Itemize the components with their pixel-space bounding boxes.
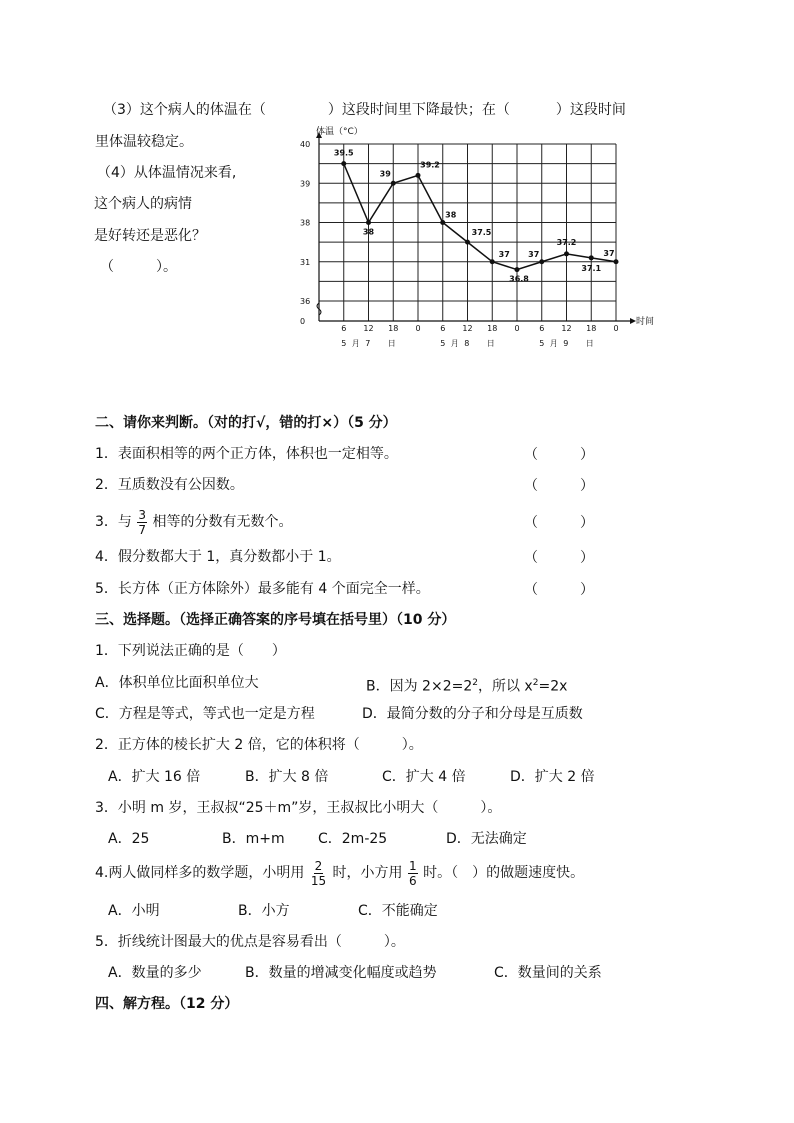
sec2-item2: 2．互质数没有公因数。 — [95, 477, 244, 493]
sec2-paren5[interactable]: （ ） — [524, 582, 594, 598]
y-tick-label: 40 — [300, 140, 311, 149]
day-label-part: 月 — [450, 339, 459, 348]
sec2-paren1[interactable]: （ ） — [524, 447, 594, 463]
day-label-part: 9 — [563, 339, 569, 348]
q3-text-b: ）这段时间里下降最快；在（ — [327, 102, 510, 118]
x-tick-label: 12 — [561, 324, 572, 333]
q4-line3: 是好转还是恶化？ — [94, 228, 206, 244]
sec3-q2-option-c: C．扩大 4 倍 — [382, 769, 466, 785]
y-tick-label: 39 — [300, 179, 311, 189]
data-point — [589, 255, 594, 260]
data-point — [440, 220, 445, 225]
y-tick-label: 0 — [300, 317, 306, 326]
chart-day-labels — [341, 339, 594, 348]
x-tick-label: 6 — [341, 324, 347, 333]
x-tick-label: 12 — [462, 324, 473, 333]
data-point — [564, 251, 569, 256]
day-label-part: 8 — [464, 339, 470, 348]
point-label: 36.8 — [509, 274, 529, 284]
y-tick-label: 36 — [300, 297, 311, 306]
sec2-item3-b: 相等的分数有无数个。 — [152, 514, 293, 530]
q3-line2: 里体温较稳定。 — [95, 134, 193, 150]
x-tick-label: 18 — [586, 324, 597, 333]
sec3-q4-option-c: C．不能确定 — [358, 903, 438, 919]
chart-ylabel: 体温（°C） — [316, 127, 363, 137]
chart-x-ticks — [341, 324, 618, 333]
temperature-line — [344, 164, 616, 270]
sec3-q2-option-a: A．扩大 16 倍 — [108, 769, 201, 785]
point-label: 37.1 — [581, 263, 602, 273]
day-label-part: 日 — [585, 339, 594, 348]
point-label: 37 — [603, 248, 615, 258]
data-point — [539, 259, 544, 264]
sec3-q4-option-b: B．小方 — [238, 903, 290, 919]
day-label-part: 月 — [351, 339, 360, 348]
sec3-q3: 3．小明 m 岁，王叔叔“25＋m”岁，王叔叔比小明大（ ）。 — [95, 800, 502, 816]
point-label: 37.2 — [556, 237, 577, 247]
day-label-part: 5 — [440, 339, 446, 348]
sec3-q1-option-d: D．最简分数的分子和分母是互质数 — [362, 706, 583, 722]
sec3-q3-option-b: B．m+m — [222, 831, 285, 847]
day-label-part: 5 — [341, 339, 347, 348]
q3-text-a: （3）这个病人的体温在（ — [103, 102, 266, 118]
data-point — [341, 161, 346, 166]
x-tick-label: 0 — [415, 324, 421, 333]
x-tick-label: 18 — [388, 324, 399, 333]
q4-line2: 这个病人的病情 — [94, 196, 192, 212]
point-label: 37.5 — [471, 228, 492, 238]
sec3-q2-option-b: B．扩大 8 倍 — [245, 769, 329, 785]
y-tick-label: 31 — [300, 257, 311, 267]
q4-line1: （4）从体温情况来看, — [97, 165, 237, 181]
sec2-item5: 5．长方体（正方体除外）最多能有 4 个面完全一样。 — [95, 581, 430, 597]
day-label-part: 5 — [539, 339, 545, 348]
data-point — [465, 240, 470, 245]
x-tick-label: 18 — [487, 324, 498, 333]
fraction-1-6: $\frac{1}{6}$ — [409, 858, 417, 888]
x-tick-label: 0 — [613, 324, 619, 333]
data-point — [515, 267, 520, 272]
data-point — [614, 259, 619, 264]
sec3-q5-option-b: B．数量的增减变化幅度或趋势 — [245, 965, 437, 981]
x-tick-label: 0 — [514, 324, 520, 333]
x-tick-label: 6 — [440, 324, 446, 333]
sec3-q3-option-d: D．无法确定 — [446, 831, 527, 847]
sec3-q5-option-c: C．数量间的关系 — [494, 965, 602, 981]
sec3-q1-option-c: C．方程是等式，等式也一定是方程 — [95, 706, 315, 722]
section3-title: 三、选择题。（选择正确答案的序号填在括号里）（10 分） — [95, 612, 456, 628]
sec2-paren2[interactable]: （ ） — [524, 478, 594, 494]
temperature-line-chart — [296, 124, 666, 354]
sec2-paren4[interactable]: （ ） — [524, 550, 594, 566]
sec2-paren3[interactable]: （ ） — [524, 515, 594, 531]
sec3-q5: 5．折线统计图最大的优点是容易看出（ ）。 — [95, 934, 405, 950]
sec3-q3-option-c: C．2m-25 — [318, 831, 388, 847]
day-label-part: 日 — [387, 339, 396, 348]
point-label: 39.2 — [420, 160, 440, 170]
sec3-q4-option-a: A．小明 — [108, 903, 160, 919]
data-point — [416, 173, 421, 178]
point-label: 37 — [528, 249, 540, 259]
x-tick-label: 12 — [363, 324, 374, 333]
sec3-q4: 4.两人做同样多的数学题，小明用 $\frac{2}{15}$ 时，小方用 $\frac{1}{6}$ 时。（ ）的做题速度快。 — [95, 858, 585, 888]
sec3-q2: 2．正方体的棱长扩大 2 倍，它的体积将（ ）。 — [95, 737, 423, 753]
sec3-q3-option-a: A．25 — [108, 831, 150, 847]
point-label: 39 — [379, 169, 391, 179]
sec2-item1: 1．表面积相等的两个正方体，体积也一定相等。 — [95, 446, 398, 462]
sec3-q1: 1．下列说法正确的是（ ） — [95, 643, 286, 659]
q3-line1 — [103, 100, 626, 120]
sec3-q1-option-a: A．体积单位比面积单位大 — [95, 675, 259, 691]
section4-title: 四、解方程。（12 分） — [95, 996, 239, 1012]
fraction-2-15: $\frac{2}{15}$ — [310, 858, 327, 888]
sec3-q1-option-b: B．因为 $2\times 2=2^2$，所以 $x^2=2x$ — [366, 678, 568, 695]
fraction-3-7: $\frac{3}{7}$ — [138, 507, 147, 537]
point-label: 37 — [498, 249, 510, 259]
data-point — [490, 259, 495, 264]
q3-text-c: ）这段时间 — [555, 102, 626, 118]
q4-answer: （ ）。 — [100, 259, 177, 275]
x-tick-label: 6 — [539, 324, 545, 333]
y-tick-label: 38 — [300, 218, 311, 228]
day-label-part: 日 — [486, 339, 495, 348]
sec3-q5-option-a: A．数量的多少 — [108, 965, 202, 981]
sec2-item3 — [95, 504, 292, 540]
chart-point-labels — [334, 149, 615, 284]
data-point — [366, 220, 371, 225]
sec2-item3-a: 3．与 — [95, 514, 132, 530]
chart-xlabel: 时间 — [636, 317, 655, 327]
point-label: 38 — [445, 210, 457, 220]
data-point — [391, 181, 396, 186]
day-label-part: 月 — [549, 339, 558, 348]
chart-y-ticks — [300, 140, 310, 326]
point-label: 38 — [362, 227, 375, 237]
day-label-part: 7 — [365, 339, 371, 348]
section2-title: 二、请你来判断。（对的打√，错的打×）（5 分） — [95, 415, 397, 431]
point-label: 39.5 — [333, 148, 354, 158]
sec3-q2-option-d: D．扩大 2 倍 — [510, 769, 595, 785]
sec2-item4: 4．假分数都大于 1，真分数都小于 1。 — [95, 549, 341, 565]
